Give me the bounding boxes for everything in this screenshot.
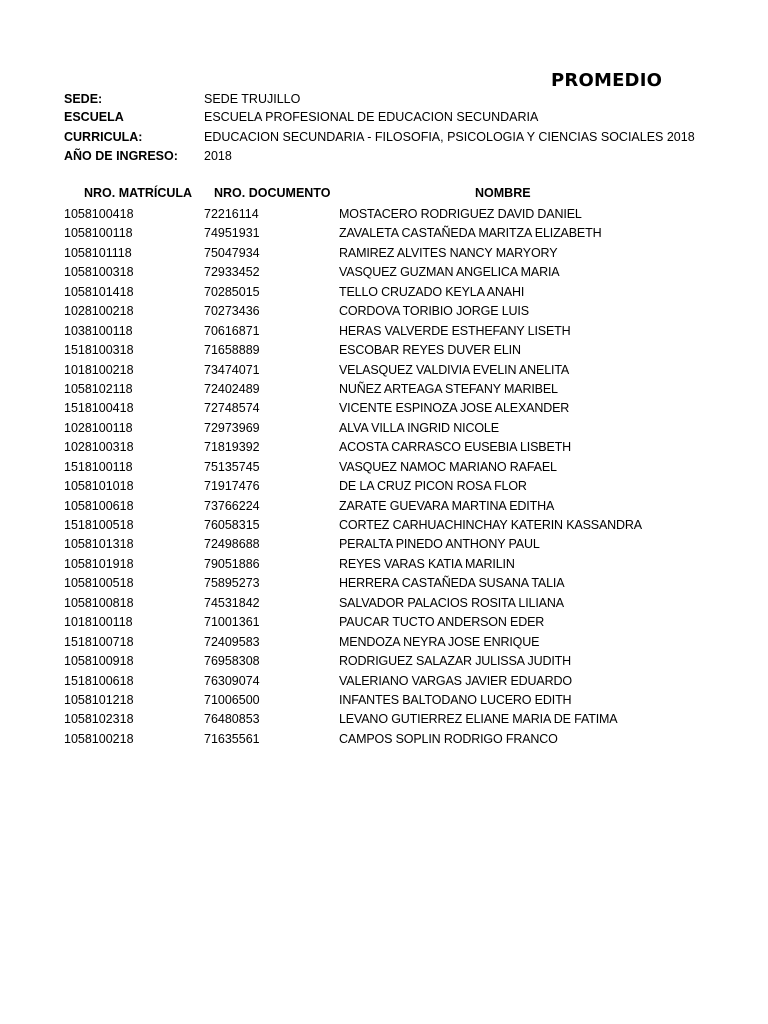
curricula-value: EDUCACION SECUNDARIA - FILOSOFIA, PSICOLOGIA Y CIENCIAS SOCIALES 2018 xyxy=(204,130,695,144)
table-row xyxy=(0,459,768,478)
documento-cell: 71819392 xyxy=(204,440,260,455)
documento-cell: 71658889 xyxy=(204,343,260,358)
nombre-cell: CORDOVA TORIBIO JORGE LUIS xyxy=(339,304,529,319)
matricula-cell: 1058102318 xyxy=(64,712,134,727)
nombre-cell: MOSTACERO RODRIGUEZ DAVID DANIEL xyxy=(339,207,582,221)
nombre-cell: TELLO CRUZADO KEYLA ANAHI xyxy=(339,284,525,299)
documento-cell: 71635561 xyxy=(204,731,260,746)
documento-cell: 75047934 xyxy=(204,245,260,260)
nombre-cell: ZAVALETA CASTAÑEDA MARITZA ELIZABETH xyxy=(339,226,602,241)
matricula-cell: 1058100118 xyxy=(64,226,133,241)
matricula-cell: 1058101018 xyxy=(64,479,134,494)
matricula-cell: 1058100318 xyxy=(64,265,134,280)
documento-cell: 70285015 xyxy=(204,284,260,299)
table-row xyxy=(0,342,768,361)
documento-cell: 75135745 xyxy=(204,459,260,474)
documento-cell: 72402489 xyxy=(204,381,260,396)
nombre-cell: ALVA VILLA INGRID NICOLE xyxy=(339,420,499,435)
nombre-cell: CAMPOS SOPLIN RODRIGO FRANCO xyxy=(339,731,558,746)
escuela-label: ESCUELA xyxy=(64,110,124,124)
matricula-cell: 1058100418 xyxy=(64,207,134,221)
table-row xyxy=(0,264,768,283)
documento-cell: 72409583 xyxy=(204,634,260,649)
matricula-cell: 1058101418 xyxy=(64,284,134,299)
matricula-cell: 1518100518 xyxy=(64,518,134,532)
nombre-cell: CORTEZ CARHUACHINCHAY KATERIN KASSANDRA xyxy=(339,518,642,532)
nombre-cell: ESCOBAR REYES DUVER ELIN xyxy=(339,343,521,358)
nombre-cell: VASQUEZ NAMOC MARIANO RAFAEL xyxy=(339,459,557,474)
documento-cell: 75895273 xyxy=(204,576,260,591)
anio-ingreso-value: 2018 xyxy=(204,149,232,163)
column-header-documento: NRO. DOCUMENTO xyxy=(214,186,331,200)
documento-cell: 70273436 xyxy=(204,304,260,319)
nombre-cell: VALERIANO VARGAS JAVIER EDUARDO xyxy=(339,673,572,688)
matricula-cell: 1058100818 xyxy=(64,595,134,610)
table-row xyxy=(0,206,768,225)
table-row xyxy=(0,556,768,575)
documento-cell: 76958308 xyxy=(204,654,260,669)
table-row xyxy=(0,323,768,342)
documento-cell: 76480853 xyxy=(204,712,260,727)
page-title: PROMEDIO xyxy=(551,70,663,91)
table-row xyxy=(0,692,768,711)
sede-label: SEDE: xyxy=(64,92,103,106)
documento-cell: 72973969 xyxy=(204,420,260,435)
matricula-cell: 1058100918 xyxy=(64,654,134,669)
table-row xyxy=(0,362,768,381)
table-row xyxy=(0,439,768,458)
table-row xyxy=(0,575,768,594)
page-title-container xyxy=(551,68,666,94)
matricula-cell: 1018100218 xyxy=(64,362,134,377)
matricula-cell: 1518100418 xyxy=(64,401,134,416)
table-row xyxy=(0,284,768,303)
table-row xyxy=(0,478,768,497)
documento-cell: 76309074 xyxy=(204,673,260,688)
nombre-cell: RAMIREZ ALVITES NANCY MARYORY xyxy=(339,245,558,260)
table-row xyxy=(0,225,768,244)
matricula-cell: 1058100218 xyxy=(64,731,134,746)
documento-cell: 72216114 xyxy=(204,207,259,221)
matricula-cell: 1518100718 xyxy=(64,634,134,649)
matricula-cell: 1058101918 xyxy=(64,556,134,571)
nombre-cell: SALVADOR PALACIOS ROSITA LILIANA xyxy=(339,595,564,610)
nombre-cell: HERRERA CASTAÑEDA SUSANA TALIA xyxy=(339,576,565,591)
nombre-cell: REYES VARAS KATIA MARILIN xyxy=(339,556,515,571)
nombre-cell: PAUCAR TUCTO ANDERSON EDER xyxy=(339,615,545,630)
matricula-cell: 1518100318 xyxy=(64,343,134,358)
documento-cell: 72933452 xyxy=(204,265,260,280)
table-row xyxy=(0,653,768,672)
student-table-body xyxy=(0,206,768,750)
table-row xyxy=(0,517,768,536)
table-row xyxy=(0,673,768,692)
nombre-cell: NUÑEZ ARTEAGA STEFANY MARIBEL xyxy=(339,381,558,396)
documento-cell: 71001361 xyxy=(204,615,260,630)
documento-cell: 70616871 xyxy=(204,323,260,338)
nombre-cell: LEVANO GUTIERREZ ELIANE MARIA DE FATIMA xyxy=(339,712,618,727)
documento-cell: 71917476 xyxy=(204,479,260,494)
table-row xyxy=(0,400,768,419)
matricula-cell: 1058101118 xyxy=(64,245,132,260)
documento-cell: 72748574 xyxy=(204,401,260,416)
matricula-cell: 1058100618 xyxy=(64,498,134,513)
table-row xyxy=(0,245,768,264)
matricula-cell: 1058100518 xyxy=(64,576,134,591)
nombre-cell: VELASQUEZ VALDIVIA EVELIN ANELITA xyxy=(339,362,570,377)
documento-cell: 73474071 xyxy=(204,362,260,377)
nombre-cell: VASQUEZ GUZMAN ANGELICA MARIA xyxy=(339,265,560,280)
matricula-cell: 1018100118 xyxy=(64,615,133,630)
documento-cell: 76058315 xyxy=(204,518,260,532)
table-row xyxy=(0,595,768,614)
table-row xyxy=(0,381,768,400)
table-row xyxy=(0,420,768,439)
matricula-cell: 1038100118 xyxy=(64,323,133,338)
sede-value: SEDE TRUJILLO xyxy=(204,92,301,106)
table-row xyxy=(0,498,768,517)
matricula-cell: 1058102118 xyxy=(64,381,133,396)
table-row xyxy=(0,731,768,750)
table-row xyxy=(0,536,768,555)
documento-cell: 72498688 xyxy=(204,537,260,552)
escuela-value: ESCUELA PROFESIONAL DE EDUCACION SECUNDARIA xyxy=(204,110,539,124)
nombre-cell: INFANTES BALTODANO LUCERO EDITH xyxy=(339,692,572,707)
matricula-cell: 1518100618 xyxy=(64,673,134,688)
table-row xyxy=(0,303,768,322)
column-header-nombre: NOMBRE xyxy=(475,186,531,200)
nombre-cell: ZARATE GUEVARA MARTINA EDITHA xyxy=(339,498,555,513)
anio-ingreso-label: AÑO DE INGRESO: xyxy=(64,149,178,163)
documento-cell: 74531842 xyxy=(204,595,260,610)
matricula-cell: 1058101218 xyxy=(64,692,134,707)
nombre-cell: PERALTA PINEDO ANTHONY PAUL xyxy=(339,537,540,552)
matricula-cell: 1028100218 xyxy=(64,304,134,319)
table-row xyxy=(0,614,768,633)
documento-cell: 73766224 xyxy=(204,498,260,513)
documento-cell: 79051886 xyxy=(204,556,260,571)
table-row xyxy=(0,634,768,653)
documento-cell: 74951931 xyxy=(204,226,260,241)
curricula-label: CURRICULA: xyxy=(64,130,143,144)
nombre-cell: ACOSTA CARRASCO EUSEBIA LISBETH xyxy=(339,440,571,455)
column-header-matricula: NRO. MATRÍCULA xyxy=(84,186,193,200)
nombre-cell: RODRIGUEZ SALAZAR JULISSA JUDITH xyxy=(339,654,572,669)
nombre-cell: VICENTE ESPINOZA JOSE ALEXANDER xyxy=(339,401,570,416)
nombre-cell: DE LA CRUZ PICON ROSA FLOR xyxy=(339,479,527,494)
matricula-cell: 1518100118 xyxy=(64,459,133,474)
matricula-cell: 1028100318 xyxy=(64,440,134,455)
matricula-cell: 1028100118 xyxy=(64,420,133,435)
nombre-cell: HERAS VALVERDE ESTHEFANY LISETH xyxy=(339,323,571,338)
documento-cell: 71006500 xyxy=(204,692,260,707)
nombre-cell: MENDOZA NEYRA JOSE ENRIQUE xyxy=(339,634,540,649)
table-row xyxy=(0,711,768,730)
matricula-cell: 1058101318 xyxy=(64,537,134,552)
